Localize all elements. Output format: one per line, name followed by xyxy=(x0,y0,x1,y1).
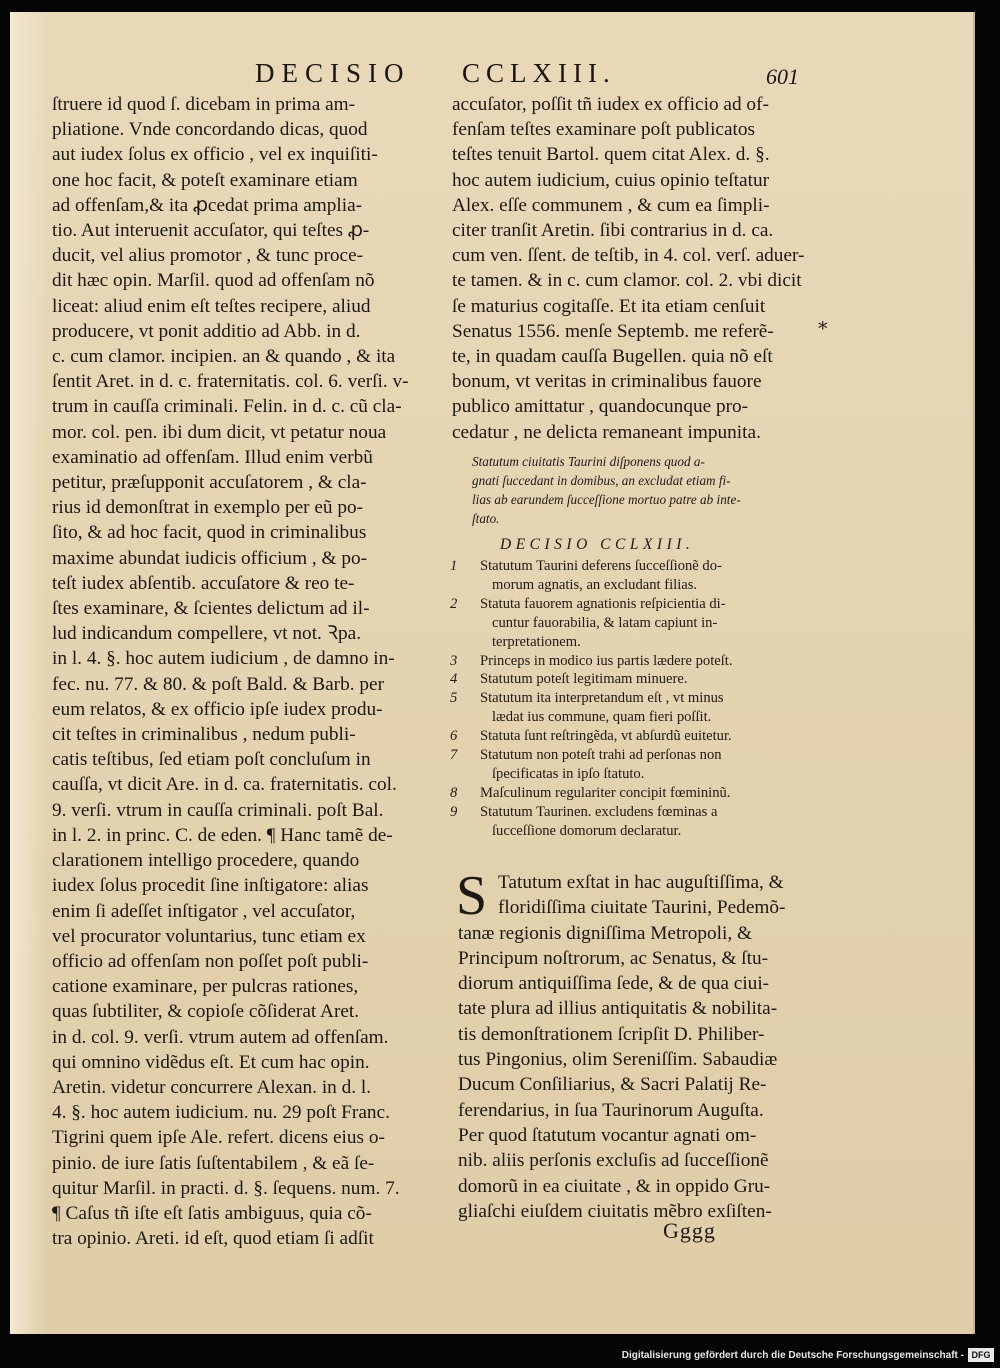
text-line: fenſam teſtes examinare poſt publicatos xyxy=(452,119,756,141)
body-line: floridiſſima ciuitate Taurini, Pedemõ- xyxy=(498,897,786,919)
body-line: tus Pingonius, olim Sereniſſim. Sabaudiæ xyxy=(458,1049,778,1071)
text-line: cauſſa, vt dicit Are. in d. ca. fraternitatis. col. xyxy=(52,774,397,796)
decision-summary xyxy=(472,452,822,528)
index-line: Statutum poteſt legitimam minuere. xyxy=(480,671,688,688)
index-line: Statuta fauorem agnationis reſpicientia di- xyxy=(480,595,726,612)
text-line: catione examinare, per pulcras rationes, xyxy=(52,976,359,998)
index-item xyxy=(450,652,820,671)
index-number: 9 xyxy=(450,803,458,820)
text-line: ſentit Aret. in d. c. fraternitatis. col. 6. verſi. v- xyxy=(52,371,409,393)
text-line: teſt iudex abſentib. accuſatore & reo te- xyxy=(52,572,355,594)
text-line: fec. nu. 77. & 80. & poſt Bald. & Barb. per xyxy=(52,673,385,695)
index-line: ſucceſſione domorum declaratur. xyxy=(492,822,682,839)
text-line: petitur, præſupponit accuſatorem , & cla- xyxy=(52,472,367,494)
signature-mark: Gggg xyxy=(663,1218,716,1243)
index-item xyxy=(450,784,820,803)
index-item xyxy=(450,595,820,652)
body-line: Ducum Conſiliarius, & Sacri Palatij Re- xyxy=(458,1074,767,1096)
index-line: Princeps in modico ius partis lædere poteſt. xyxy=(480,652,733,669)
index-line: Statutum ita interpretandum eſt , vt minus xyxy=(480,690,724,707)
text-line: catis teſtibus, ſed etiam poſt concluſum in xyxy=(52,749,371,771)
text-line: ducit, vel alius promotor , & tunc proce- xyxy=(52,245,364,267)
text-line: bonum, vt veritas in criminalibus fauore xyxy=(452,371,762,393)
text-line: ſtruere id quod ſ. dicebam in prima am- xyxy=(52,94,356,115)
body-line: Per quod ſtatutum vocantur agnati om- xyxy=(458,1124,757,1146)
index-number: 8 xyxy=(450,784,458,801)
text-line: mor. col. pen. ibi dum dicit, vt petatur noua xyxy=(52,421,387,443)
text-line: cum ven. ſſent. de teſtib, in 4. col. verſ. aduer- xyxy=(452,245,805,267)
index-number: 7 xyxy=(450,747,458,764)
text-line: tio. Aut interuenit accuſator, qui teſtes ꝓ- xyxy=(52,220,370,242)
body-line: nib. aliis perſonis excluſis ad ſucceſſionẽ xyxy=(458,1150,769,1172)
text-line: te tamen. & in c. cum clamor. col. 2. vbi dicit xyxy=(452,270,802,292)
index-line: cuntur fauorabilia, & latam capiunt in- xyxy=(492,614,718,631)
body-line: tanæ regionis digniſſima Metropoli, & xyxy=(458,922,753,944)
body-line: Tatutum exſtat in hac auguſtiſſima, & xyxy=(498,872,784,893)
funding-credit: Digitalisierung gefördert durch die Deutsche Forschungsgemeinschaft - xyxy=(621,1350,964,1361)
text-line: citer tranſit Aretin. ſibi contrarius in d. ca. xyxy=(452,220,774,242)
text-line: aut iudex ſolus ex officio , vel ex inquiſiti- xyxy=(52,144,378,166)
text-line: examinatio ad offenſam. Illud enim verbũ xyxy=(52,446,373,468)
text-line: Alex. eſſe communem , & cum ea ſimpli- xyxy=(452,194,770,216)
text-line: hoc autem iudicium, cuius opinio teſtatur xyxy=(452,169,770,191)
text-line: officio ad offenſam non poſſet poſt publi- xyxy=(52,950,369,972)
index-line: morum agnatis, an excludant filias. xyxy=(492,576,698,593)
index-item xyxy=(450,746,820,784)
index-line: ſpecificatas in ipſo ſtatuto. xyxy=(492,765,645,782)
text-line: Tigrini quem ipſe Ale. refert. dicens eius o- xyxy=(52,1127,385,1149)
folio-number: 601 xyxy=(766,64,799,89)
text-line: Senatus 1556. menſe Septemb. me referẽ- xyxy=(452,320,774,342)
text-line: c. cum clamor. incipien. an & quando , & ita xyxy=(52,346,396,368)
index-number: 2 xyxy=(450,595,458,612)
text-line: te, in quadam cauſſa Bugellen. quia nõ eſt xyxy=(452,346,773,368)
text-line: 9. verſi. vtrum in cauſſa criminali. poſt Bal. xyxy=(52,799,384,821)
body-line: tis demonſtrationem ſcripſit D. Philiber- xyxy=(458,1023,765,1045)
index-line: Maſculinum regulariter concipit fœmininũ. xyxy=(480,784,731,801)
index-item xyxy=(450,557,820,595)
index-number: 4 xyxy=(450,671,458,688)
text-line: quas ſubtiliter, & copioſe cõſiderat Aret. xyxy=(52,1001,360,1023)
text-line: pinio. de iure ſatis ſuſtentabilem , & eã ſe- xyxy=(52,1152,375,1174)
text-line: quitur Marſil. in practi. d. §. ſequens. num. 7. xyxy=(52,1177,400,1199)
index-number: 6 xyxy=(450,728,458,745)
text-line: accuſator, poſſit tñ iudex ex officio ad of- xyxy=(452,94,769,115)
index-number: 5 xyxy=(450,690,458,707)
text-line: rius id demonſtrat in exemplo per eũ po- xyxy=(52,497,364,519)
text-line: eum relatos, & ex officio ipſe iudex produ- xyxy=(52,698,383,720)
text-line: pliatione. Vnde concordando dicas, quod xyxy=(52,119,368,141)
text-line: cit teſtes in criminalibus , nedum publi- xyxy=(52,724,356,746)
text-line: ad offenſam,& ita ꝓcedat prima amplia- xyxy=(52,194,363,216)
right-text-column xyxy=(452,92,820,445)
body-line: domorũ in ea ciuitate , & in oppido Gru- xyxy=(458,1175,771,1197)
text-line: tra opinio. Areti. id eſt, quod etiam ſi adſit xyxy=(52,1228,374,1250)
text-line: dit hæc opin. Marſil. quod ad offenſam nõ xyxy=(52,270,375,292)
text-line: Aretin. videtur concurrere Alexan. in d. l. xyxy=(52,1076,372,1098)
index-item xyxy=(450,727,820,746)
text-line: trum in cauſſa criminali. Felin. in d. c. cũ cla- xyxy=(52,396,402,418)
index-line: terpretationem. xyxy=(492,633,581,650)
left-text-column xyxy=(52,92,422,1251)
text-line: in d. col. 9. verſi. vtrum autem ad offenſam. xyxy=(52,1026,389,1048)
body-line: ferendarius, in ſua Taurinorum Auguſta. xyxy=(458,1099,764,1121)
text-line: publico amittatur , quandocunque pro- xyxy=(452,396,749,418)
summary-line: ſtato. xyxy=(472,511,500,526)
text-line: ſe maturius cogitaſſe. Et ita etiam cenſuit xyxy=(452,295,766,317)
text-line: teſtes tenuit Bartol. quem citat Alex. d. §. xyxy=(452,144,770,166)
decision-body-text xyxy=(456,865,823,1224)
margin-mark: * xyxy=(818,318,828,340)
index-item xyxy=(450,803,820,841)
index-line: lædat ius commune, quam fieri poſſit. xyxy=(492,709,712,726)
decision-index xyxy=(450,557,820,841)
text-line: cedatur , ne delicta remaneant impunita. xyxy=(452,421,761,443)
dfg-logo: DFG xyxy=(968,1348,994,1362)
text-line: one hoc facit, & poteſt examinare etiam xyxy=(52,169,358,191)
text-line: producere, vt ponit additio ad Abb. in d. xyxy=(52,320,361,342)
index-item xyxy=(450,670,820,689)
running-head-number: CCLXIII. xyxy=(462,58,616,88)
index-line: Statutum Taurinen. excludens fœminas a xyxy=(480,803,718,820)
text-line: in l. 2. in princ. C. de eden. ¶ Hanc tamẽ de- xyxy=(52,824,393,846)
drop-capital: S xyxy=(456,865,488,927)
text-line: in l. 4. §. hoc autem iudicium , de damno in- xyxy=(52,648,395,670)
body-line: tate plura ad illius antiquitatis & nobilita- xyxy=(458,998,778,1020)
index-line: Statutum Taurini deferens ſucceſſionẽ do- xyxy=(480,558,722,574)
text-line: maxime abundat iudicis officium , & po- xyxy=(52,547,368,569)
index-number: 3 xyxy=(450,652,458,669)
body-line: Principum noſtrorum, ac Senatus, & ſtu- xyxy=(458,947,769,969)
index-number: 1 xyxy=(450,558,458,574)
text-line: ſtes examinare, & ſcientes delictum ad il- xyxy=(52,598,370,620)
summary-line: Statutum ciuitatis Taurini diſponens quod a- xyxy=(472,454,705,469)
summary-line: gnati ſuccedant in domibus, an excludat etiam fi- xyxy=(472,473,731,488)
text-line: ¶ Caſus tñ iſte eſt ſatis ambiguus, quia cõ- xyxy=(52,1202,372,1224)
body-line: diorum antiquiſſima ſede, & de qua ciui- xyxy=(458,973,770,995)
index-item xyxy=(450,689,820,727)
text-line: lud indicandum compellere, vt not. Ꝛpa. xyxy=(52,623,362,645)
text-line: enim ſi adeſſet inſtigator , vel accuſator, xyxy=(52,900,356,922)
running-head-word: DECISIO xyxy=(255,58,411,88)
text-line: 4. §. hoc autem iudicium. nu. 29 poſt Franc. xyxy=(52,1102,390,1124)
text-line: iudex ſolus procedit ſine inſtigatore: alias xyxy=(52,875,369,897)
summary-line: lias ab earundem ſucceſſione mortuo patre ab inte- xyxy=(472,492,741,507)
index-line: Statuta ſunt reſtringẽda, vt abſurdũ euitetur. xyxy=(480,728,732,745)
text-line: qui omnino vidẽdus eſt. Et cum hac opin. xyxy=(52,1051,370,1073)
text-line: vel procurator voluntarius, tunc etiam ex xyxy=(52,925,366,947)
index-line: Statutum non poteſt trahi ad perſonas non xyxy=(480,747,722,764)
text-line: ſito, & ad hoc facit, quod in criminalibus xyxy=(52,522,367,544)
text-line: clarationem intelligo procedere, quando xyxy=(52,850,360,872)
body-line: gliaſchi eiuſdem ciuitatis mẽbro exſiſten- xyxy=(458,1200,772,1222)
text-line: liceat: aliud enim eſt teſtes recipere, aliud xyxy=(52,295,371,317)
decision-heading: DECISIO CCLXIII. xyxy=(500,536,695,553)
